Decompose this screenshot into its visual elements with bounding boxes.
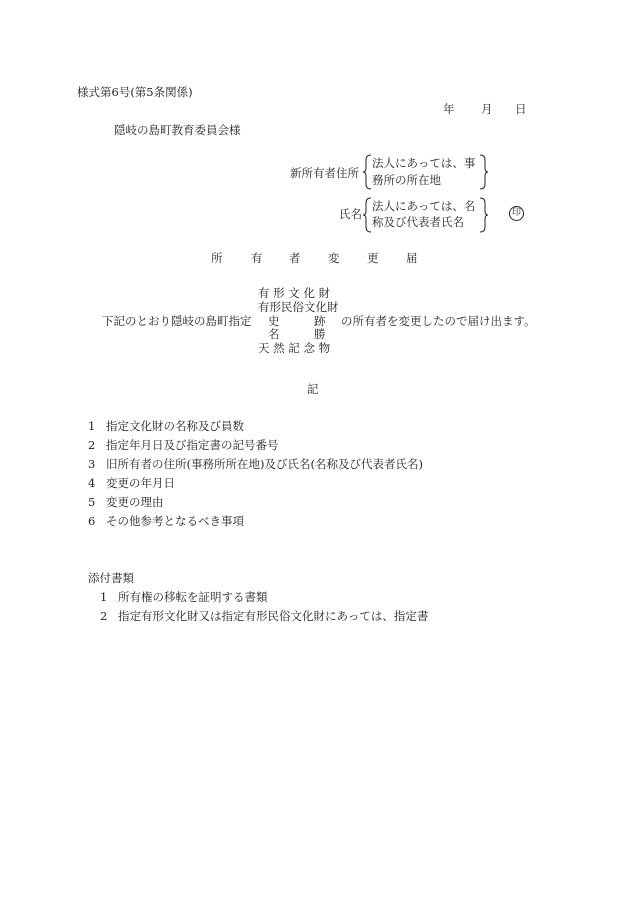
address-note-line2: 務所の所在地: [372, 173, 441, 187]
list-item-number: 1: [88, 419, 96, 433]
property-type-option: 有形民俗文化財: [258, 300, 339, 314]
list-item-number: 4: [88, 476, 96, 490]
list-item-text: 指定年月日及び指定書の記号番号: [106, 438, 279, 452]
right-brace-icon: [479, 154, 489, 190]
date-day: 日: [515, 102, 527, 116]
list-item-number: 2: [88, 438, 96, 452]
body-prefix: 下記のとおり隠岐の島町指定: [102, 314, 252, 328]
body-suffix: の所有者を変更したので届け出ます。: [341, 314, 536, 328]
attachments-heading: 添付書類: [88, 571, 134, 585]
left-brace-icon: [362, 197, 372, 233]
list-item: [88, 516, 244, 528]
property-type-option: 有 形 文 化 財: [258, 286, 331, 300]
name-note-line1: 法人にあっては、名: [372, 199, 476, 213]
left-brace-icon: [362, 154, 372, 190]
property-type-option: 史 跡: [268, 314, 326, 328]
list-item: [88, 459, 423, 471]
title-char: 変: [328, 251, 340, 265]
address-note-line1: 法人にあっては、事: [372, 156, 476, 170]
addressee: 隠岐の島町教育委員会様: [114, 123, 241, 137]
list-item-number: 5: [88, 495, 96, 509]
name-note-line2: 称及び代表者氏名: [372, 215, 464, 229]
list-item-text: 旧所有者の住所(事務所所在地)及び氏名(名称及び代表者氏名): [106, 457, 423, 471]
title-char: 所: [211, 251, 223, 265]
attachment-item-number: 2: [100, 609, 108, 623]
list-item-number: 6: [88, 514, 96, 528]
list-item-number: 3: [88, 457, 96, 471]
list-item: [88, 421, 244, 433]
title-char: 有: [251, 251, 263, 265]
form-id: 様式第6号(第5条関係): [77, 85, 193, 99]
attachment-item-number: 1: [100, 590, 108, 604]
date-year: 年: [443, 102, 455, 116]
date-month: 月: [481, 102, 493, 116]
list-item-text: 変更の年月日: [106, 476, 175, 490]
new-owner-name-label: 氏名: [339, 207, 362, 221]
attachment-item-text: 所有権の移転を証明する書類: [118, 590, 268, 604]
new-owner-address-label: 新所有者住所: [290, 166, 359, 180]
list-item: [88, 440, 279, 452]
attachment-item-text: 指定有形文化財又は指定有形民俗文化財にあっては、指定書: [118, 609, 429, 623]
attachment-item: [100, 611, 428, 623]
ki-heading: 記: [307, 382, 319, 396]
seal-icon: 印: [509, 206, 524, 221]
list-item: [88, 497, 164, 509]
title-char: 届: [406, 251, 418, 265]
attachment-item: [100, 592, 268, 604]
list-item-text: 指定文化財の名称及び員数: [106, 419, 244, 433]
right-brace-icon: [479, 197, 489, 233]
list-item: [88, 478, 175, 490]
list-item-text: 変更の理由: [106, 495, 164, 509]
list-item-text: その他参考となるべき事項: [106, 514, 244, 528]
title-char: 者: [289, 251, 301, 265]
property-type-option: 名 勝: [268, 327, 326, 341]
title-char: 更: [367, 251, 379, 265]
property-type-option: 天 然 記 念 物: [258, 341, 331, 355]
